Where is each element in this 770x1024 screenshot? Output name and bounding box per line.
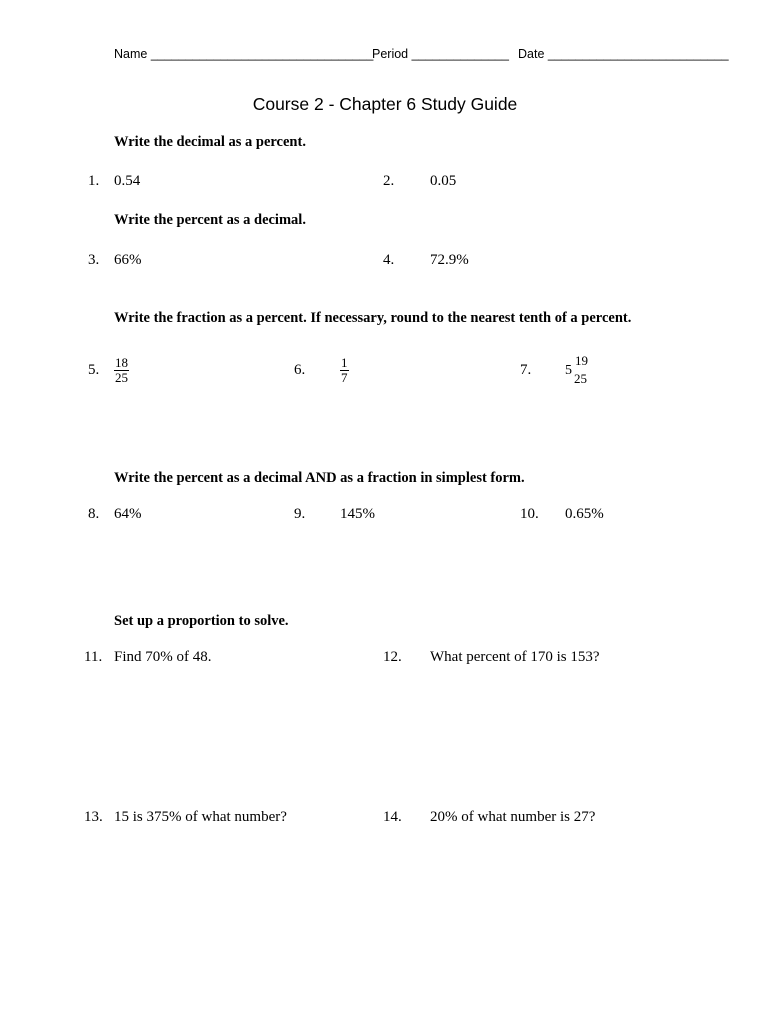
- problem-14-text: 20% of what number is 27?: [430, 809, 596, 825]
- problem-number: 11.: [84, 649, 103, 665]
- problem-number: 9.: [294, 506, 306, 522]
- problem-number: 3.: [88, 252, 100, 268]
- problem-number: 13.: [84, 809, 103, 825]
- fraction-numerator: 18: [115, 355, 128, 370]
- fraction-denominator: 7: [341, 370, 348, 385]
- problem-5-fraction: [114, 354, 129, 385]
- problem-1-text: 0.54: [114, 173, 141, 189]
- problem-4-text: 72.9%: [430, 252, 469, 268]
- problem-7-denominator: 25: [574, 371, 587, 386]
- problem-3-text: 66%: [114, 252, 142, 268]
- problem-number: 10.: [520, 506, 539, 522]
- problem-number: 5.: [88, 362, 100, 378]
- problem-number: 4.: [383, 252, 395, 268]
- problem-number: 12.: [383, 649, 402, 665]
- problem-6-fraction: [340, 354, 349, 385]
- problem-number: 2.: [383, 173, 395, 189]
- section-instruction-proportion: Set up a proportion to solve.: [114, 613, 289, 629]
- problem-8-text: 64%: [114, 506, 142, 522]
- fraction-denominator: 25: [115, 370, 128, 385]
- problem-13-text: 15 is 375% of what number?: [114, 809, 287, 825]
- page-title: Course 2 - Chapter 6 Study Guide: [252, 94, 518, 114]
- date-field-label: Date __________________________: [518, 47, 729, 61]
- problem-number: 14.: [383, 809, 402, 825]
- problem-9-text: 145%: [340, 506, 375, 522]
- problem-number: 1.: [88, 173, 100, 189]
- section-instruction-fraction-to-percent: Write the fraction as a percent. If necessary, round to the nearest tenth of a percent.: [114, 310, 632, 326]
- problem-7-whole: 5: [565, 363, 572, 378]
- section-instruction-percent-to-decimal: Write the percent as a decimal.: [114, 212, 306, 228]
- fraction-numerator: 1: [341, 355, 348, 370]
- problem-2-text: 0.05: [430, 173, 457, 189]
- problem-7-numerator: 19: [575, 353, 588, 368]
- section-instruction-decimal-to-percent: Write the decimal as a percent.: [114, 134, 306, 150]
- problem-number: 8.: [88, 506, 100, 522]
- name-field-label: Name ________________________________: [114, 47, 374, 61]
- problem-10-text: 0.65%: [565, 506, 604, 522]
- section-instruction-percent-to-decimal-and-fraction: Write the percent as a decimal AND as a fraction in simplest form.: [114, 470, 525, 486]
- problem-number: 6.: [294, 362, 306, 378]
- problem-12-text: What percent of 170 is 153?: [430, 649, 600, 665]
- problem-number: 7.: [520, 362, 532, 378]
- problem-11-text: Find 70% of 48.: [114, 649, 212, 665]
- period-field-label: Period ______________: [372, 47, 509, 61]
